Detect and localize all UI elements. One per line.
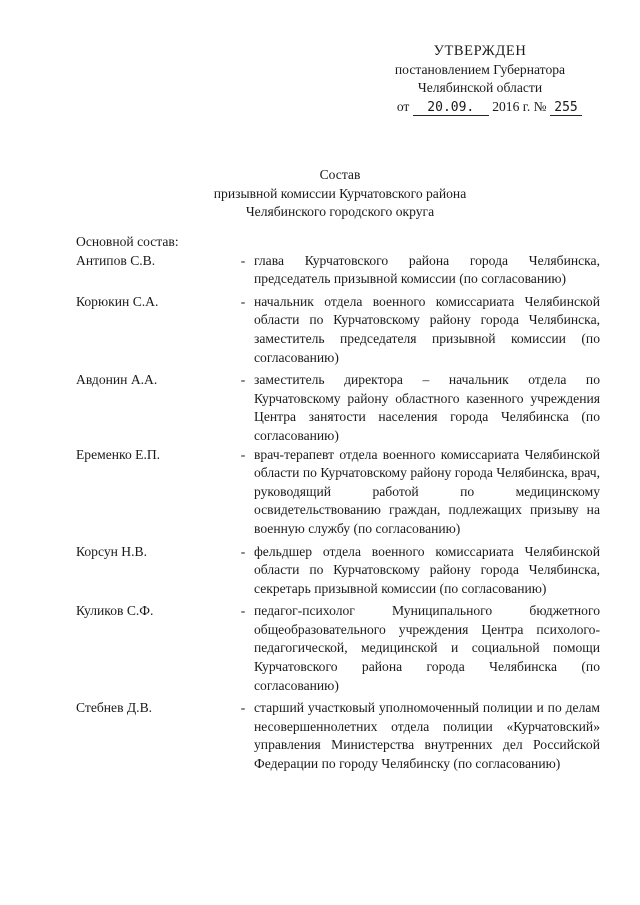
member-row: [76, 543, 600, 599]
date-prefix: от: [396, 98, 410, 114]
member-role: начальник отдела военного комиссариата Челябинской области по Курчатовскому району города Челябинска, заместитель председателя призывной комиссии (по согласованию): [254, 293, 600, 365]
member-dash: -: [240, 446, 246, 462]
member-role: фельдшер отдела военного комиссариата Челябинской области по Курчатовскому району города Челябинска, секретарь призывной комиссии (по согласованию): [254, 543, 600, 596]
member-name: Стебнев Д.В.: [76, 700, 153, 716]
approval-line-1: постановлением Губернатора: [394, 61, 566, 77]
year-text: 2016 г. №: [492, 98, 547, 114]
document-title: [140, 166, 540, 222]
member-row: [76, 293, 600, 367]
date-value: 20.09.: [413, 100, 489, 116]
member-role: глава Курчатовского района города Челябинска, председатель призывной комиссии (по согласованию): [254, 252, 600, 287]
member-row: [76, 252, 600, 289]
member-dash: -: [240, 603, 246, 619]
member-row: [76, 699, 600, 773]
member-role: старший участковый уполномоченный полиции и по делам несовершеннолетних отдела полиции «Курчатовский» управления Министерства внутренних дел Российской Федерации по городу Челябинску (по согласованию): [254, 700, 600, 772]
title-line-2: призывной комиссии Курчатовского района: [213, 185, 467, 201]
member-name: Авдонин А.А.: [76, 372, 158, 388]
member-role: заместитель директора – начальник отдела по Курчатовскому району областного казенного учреждения Центра занятости населения города Челябинска (по согласованию): [254, 372, 600, 443]
member-role: педагог-психолог Муниципального бюджетного общеобразовательного учреждения Центра психолого-педагогической, медицинской и социальной помощи Курчатовского района города Челябинска (по согласованию): [254, 603, 600, 693]
member-name: Корсун Н.В.: [76, 543, 147, 559]
member-name: Антипов С.В.: [76, 252, 156, 268]
approval-line-2: Челябинской области: [417, 80, 543, 96]
member-dash: -: [240, 293, 246, 309]
title-line-1: Состав: [319, 167, 361, 182]
member-name: Еременко Е.П.: [76, 446, 161, 462]
approval-date-line: [368, 98, 582, 117]
member-role: врач-терапевт отдела военного комиссариата Челябинской области по Курчатовскому району города Челябинска, врач, руководящий работой по медицинскому освидетельствованию граждан, подлежащих призыву на военную службу (по согласованию): [254, 446, 600, 536]
member-dash: -: [240, 372, 246, 388]
number-value: 255: [550, 100, 582, 116]
approval-heading: УТВЕРЖДЕН: [433, 43, 527, 59]
member-dash: -: [240, 252, 246, 268]
member-name: Корюкин С.А.: [76, 293, 159, 309]
members-list: [76, 233, 600, 774]
member-name: Куликов С.Ф.: [76, 603, 154, 619]
member-dash: -: [240, 700, 246, 716]
member-row: [76, 371, 600, 445]
member-row: [76, 446, 600, 539]
section-title: Основной состав:: [76, 234, 179, 249]
approval-block: [378, 42, 582, 116]
member-row: [76, 602, 600, 695]
title-line-3: Челябинского городского округа: [245, 204, 435, 220]
member-dash: -: [240, 543, 246, 559]
